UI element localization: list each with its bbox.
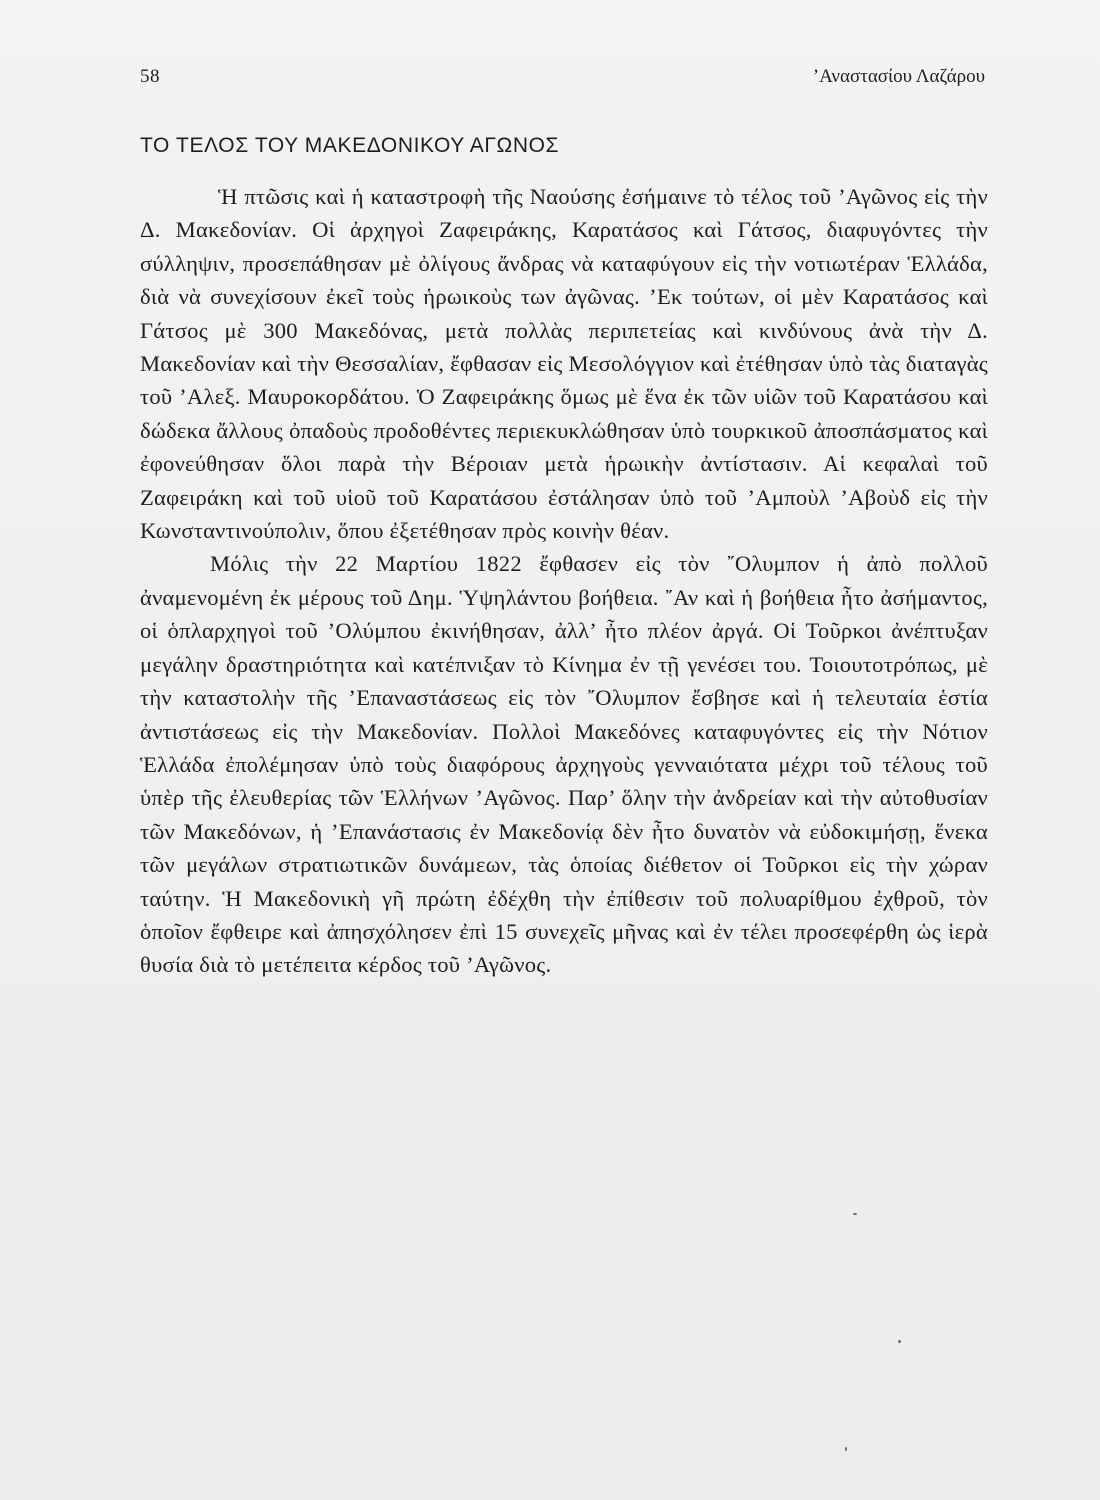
running-head-author: ’Αναστασίου Λαζάρου bbox=[812, 66, 985, 87]
paragraph: Μόλις τὴν 22 Μαρτίου 1822 ἔφθασεν εἰς τὸν ῎Ολυμπον ἡ ἀπὸ πολλοῦ ἀναμενομένη ἐκ μέρους τοῦ Δημ. Ὑψηλάντου βοήθεια. ῎Αν καὶ ἡ βοήθεια ἦτο ἀσήμαντος, οἱ ὁπλαρχηγοὶ τοῦ ’Ολύμπου ἐκινήθησαν, ἀλλ’ ἦτο πλέον ἀργά. Οἱ Τοῦρκοι ἀνέπτυξαν μεγάλην δραστηριότητα καὶ κατέπνιξαν τὸ Κίνημα ἐν τῇ γενέσει του. Τοιουτοτρόπως, μὲ τὴν καταστολὴν τῆς ’Επαναστάσεως εἰς τὸν ῎Ολυμπον ἔσβησε καὶ ἡ τελευταία ἑστία ἀντιστάσεως εἰς τὴν Μακεδονίαν. Πολλοὶ Μακεδόνες καταφυγόντες εἰς τὴν Νότιον Ἑλλάδα ἐπολέμησαν ὑπὸ τοὺς διαφόρους ἀρχηγοὺς γενναιότατα μέχρι τοῦ τέλους τοῦ ὑπὲρ τῆς ἐλευθερίας τῶν Ἑλλήνων ’Αγῶνος. Παρ’ ὅλην τὴν ἀνδρείαν καὶ τὴν αὐτοθυσίαν τῶν Μακεδόνων, ἡ ’Επανάστασις ἐν Μακεδονίᾳ δὲν ἦτο δυνατὸν νὰ εὐδοκιμήσῃ, ἕνεκα τῶν μεγάλων στρατιωτικῶν δυνάμεων, τὰς ὁποίας διέθετον οἱ Τοῦρκοι εἰς τὴν χώραν ταύτην. Ἡ Μακεδονικὴ γῆ πρώτη ἐδέχθη τὴν ἐπίθεσιν τοῦ πολυαρίθμου ἐχθροῦ, τὸν ὁποῖον ἔφθειρε καὶ ἀπησχόλησεν ἐπὶ 15 συνεχεῖς μῆνας καὶ ἐν τέλει προσεφέρθη ὡς ἱερὰ θυσία διὰ τὸ μετέπειτα κέρδος τοῦ ’Αγῶνος. bbox=[140, 551, 988, 978]
body-text bbox=[140, 180, 988, 982]
scan-speck bbox=[845, 1447, 847, 1451]
paragraph: Ἡ πτῶσις καὶ ἡ καταστροφὴ τῆς Ναούσης ἐσήμαινε τὸ τέλος τοῦ ’Αγῶνος εἰς τὴν Δ. Μακεδονίαν. Οἱ ἀρχηγοὶ Ζαφειράκης, Καρατάσος καὶ Γάτσος, διαφυγόντες τὴν σύλληψιν, προσεπάθησαν μὲ ὀλίγους ἄνδρας νὰ καταφύγουν εἰς τὴν νοτιωτέραν Ἑλλάδα, διὰ νὰ συνεχίσουν ἐκεῖ τοὺς ἡρωικοὺς των ἀγῶνας. ’Εκ τούτων, οἱ μὲν Καρατάσος καὶ Γάτσος μὲ 300 Μακεδόνας, μετὰ πολλὰς περιπετείας καὶ κινδύνους ἀνὰ τὴν Δ. Μακεδονίαν καὶ τὴν Θεσσαλίαν, ἔφθασαν εἰς Μεσολόγγιον καὶ ἐτέθησαν ὑπὸ τὰς διαταγὰς τοῦ ’Αλεξ. Μαυροκορδάτου. Ὁ Ζαφειράκης ὅμως μὲ ἕνα ἐκ τῶν υἱῶν τοῦ Καρατάσου καὶ δώδεκα ἄλλους ὀπαδοὺς προδοθέντες περιεκυκλώθησαν ὑπὸ τουρκικοῦ ἀποσπάσματος καὶ ἐφονεύθησαν ὅλοι παρὰ τὴν Βέροιαν μετὰ ἡρωικὴν ἀντίστασιν. Αἱ κεφαλαὶ τοῦ Ζαφειράκη καὶ τοῦ υἱοῦ τοῦ Καρατάσου ἐστάλησαν ὑπὸ τοῦ ’Αμποὺλ ’Αβοὺδ εἰς τὴν Κωνσταντινούπολιν, ὅπου ἐξετέθησαν πρὸς κοινὴν θέαν. bbox=[140, 184, 988, 544]
scan-speck bbox=[898, 1340, 901, 1343]
page-number: 58 bbox=[140, 66, 160, 87]
section-title: ΤΟ ΤΕΛΟΣ ΤΟΥ ΜΑΚΕΔΟΝΙΚΟΥ ΑΓΩΝΟΣ bbox=[140, 134, 560, 157]
page-header bbox=[140, 66, 985, 100]
scan-speck bbox=[853, 1213, 857, 1215]
